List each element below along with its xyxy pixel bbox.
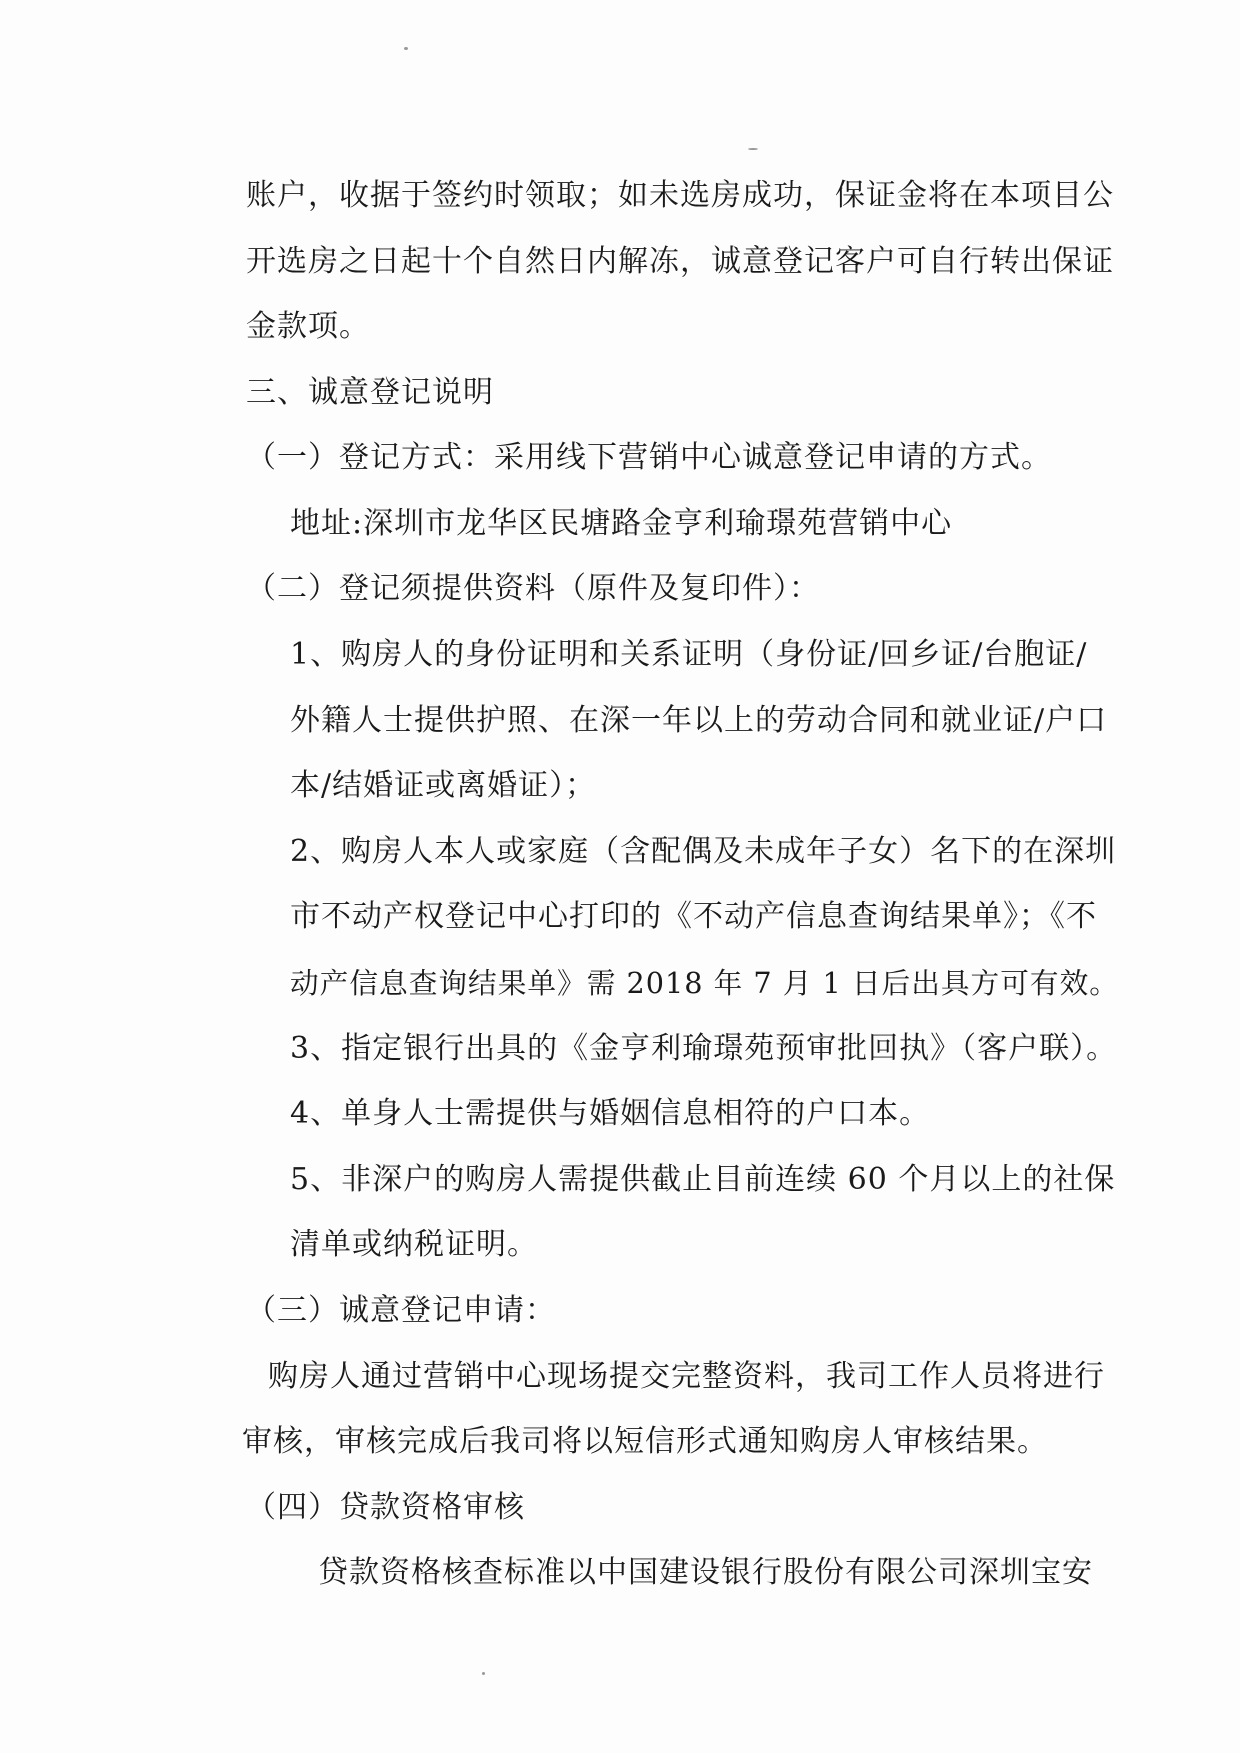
list-item: 1、购房人的身份证明和关系证明（身份证/回乡证/台胞证/ [290, 637, 1088, 672]
scan-speck [482, 1672, 485, 1675]
scan-speck [404, 47, 408, 50]
paragraph-line: 市不动产权登记中心打印的《不动产信息查询结果单》；《不 [290, 899, 1097, 934]
paragraph-line: 金款项。 [246, 309, 370, 344]
paragraph-line: 外籍人士提供护照、在深一年以上的劳动合同和就业证/户口 [290, 703, 1108, 738]
list-item: 2、购房人本人或家庭（含配偶及未成年子女）名下的在深圳 [290, 834, 1117, 869]
subsection-heading: （三）诚意登记申请： [246, 1293, 556, 1328]
paragraph-line: 本/结婚证或离婚证）； [290, 768, 597, 803]
paragraph-line: 贷款资格核查标准以中国建设银行股份有限公司深圳宝安 [318, 1555, 1093, 1590]
paragraph-line: 购房人通过营销中心现场提交完整资料，我司工作人员将进行 [268, 1359, 1105, 1394]
list-item: 5、非深户的购房人需提供截止目前连续 60 个月以上的社保 [290, 1162, 1116, 1197]
paragraph-line: 账户，收据于签约时领取；如未选房成功，保证金将在本项目公 [246, 178, 1114, 213]
paragraph-line: 清单或纳税证明。 [290, 1227, 538, 1262]
scan-speck [748, 148, 758, 150]
subsection-heading: （二）登记须提供资料（原件及复印件）： [246, 571, 820, 606]
list-item: 3、指定银行出具的《金亨利瑜璟苑预审批回执》（客户联）。 [290, 1031, 1118, 1066]
subsection-heading: （一）登记方式：采用线下营销中心诚意登记申请的方式。 [246, 440, 1052, 475]
subsection-heading: （四）贷款资格审核 [246, 1490, 525, 1525]
paragraph-line: 动产信息查询结果单》需 2018 年 7 月 1 日后出具方可有效。 [290, 966, 1119, 1000]
paragraph-line: 开选房之日起十个自然日内解冻，诚意登记客户可自行转出保证 [246, 244, 1114, 279]
section-heading: 三、诚意登记说明 [246, 375, 494, 410]
list-item: 4、单身人士需提供与婚姻信息相符的户口本。 [290, 1096, 931, 1131]
paragraph-line: 地址:深圳市龙华区民塘路金亨利瑜璟苑营销中心 [290, 506, 953, 541]
paragraph-line: 审核，审核完成后我司将以短信形式通知购房人审核结果。 [242, 1424, 1048, 1459]
